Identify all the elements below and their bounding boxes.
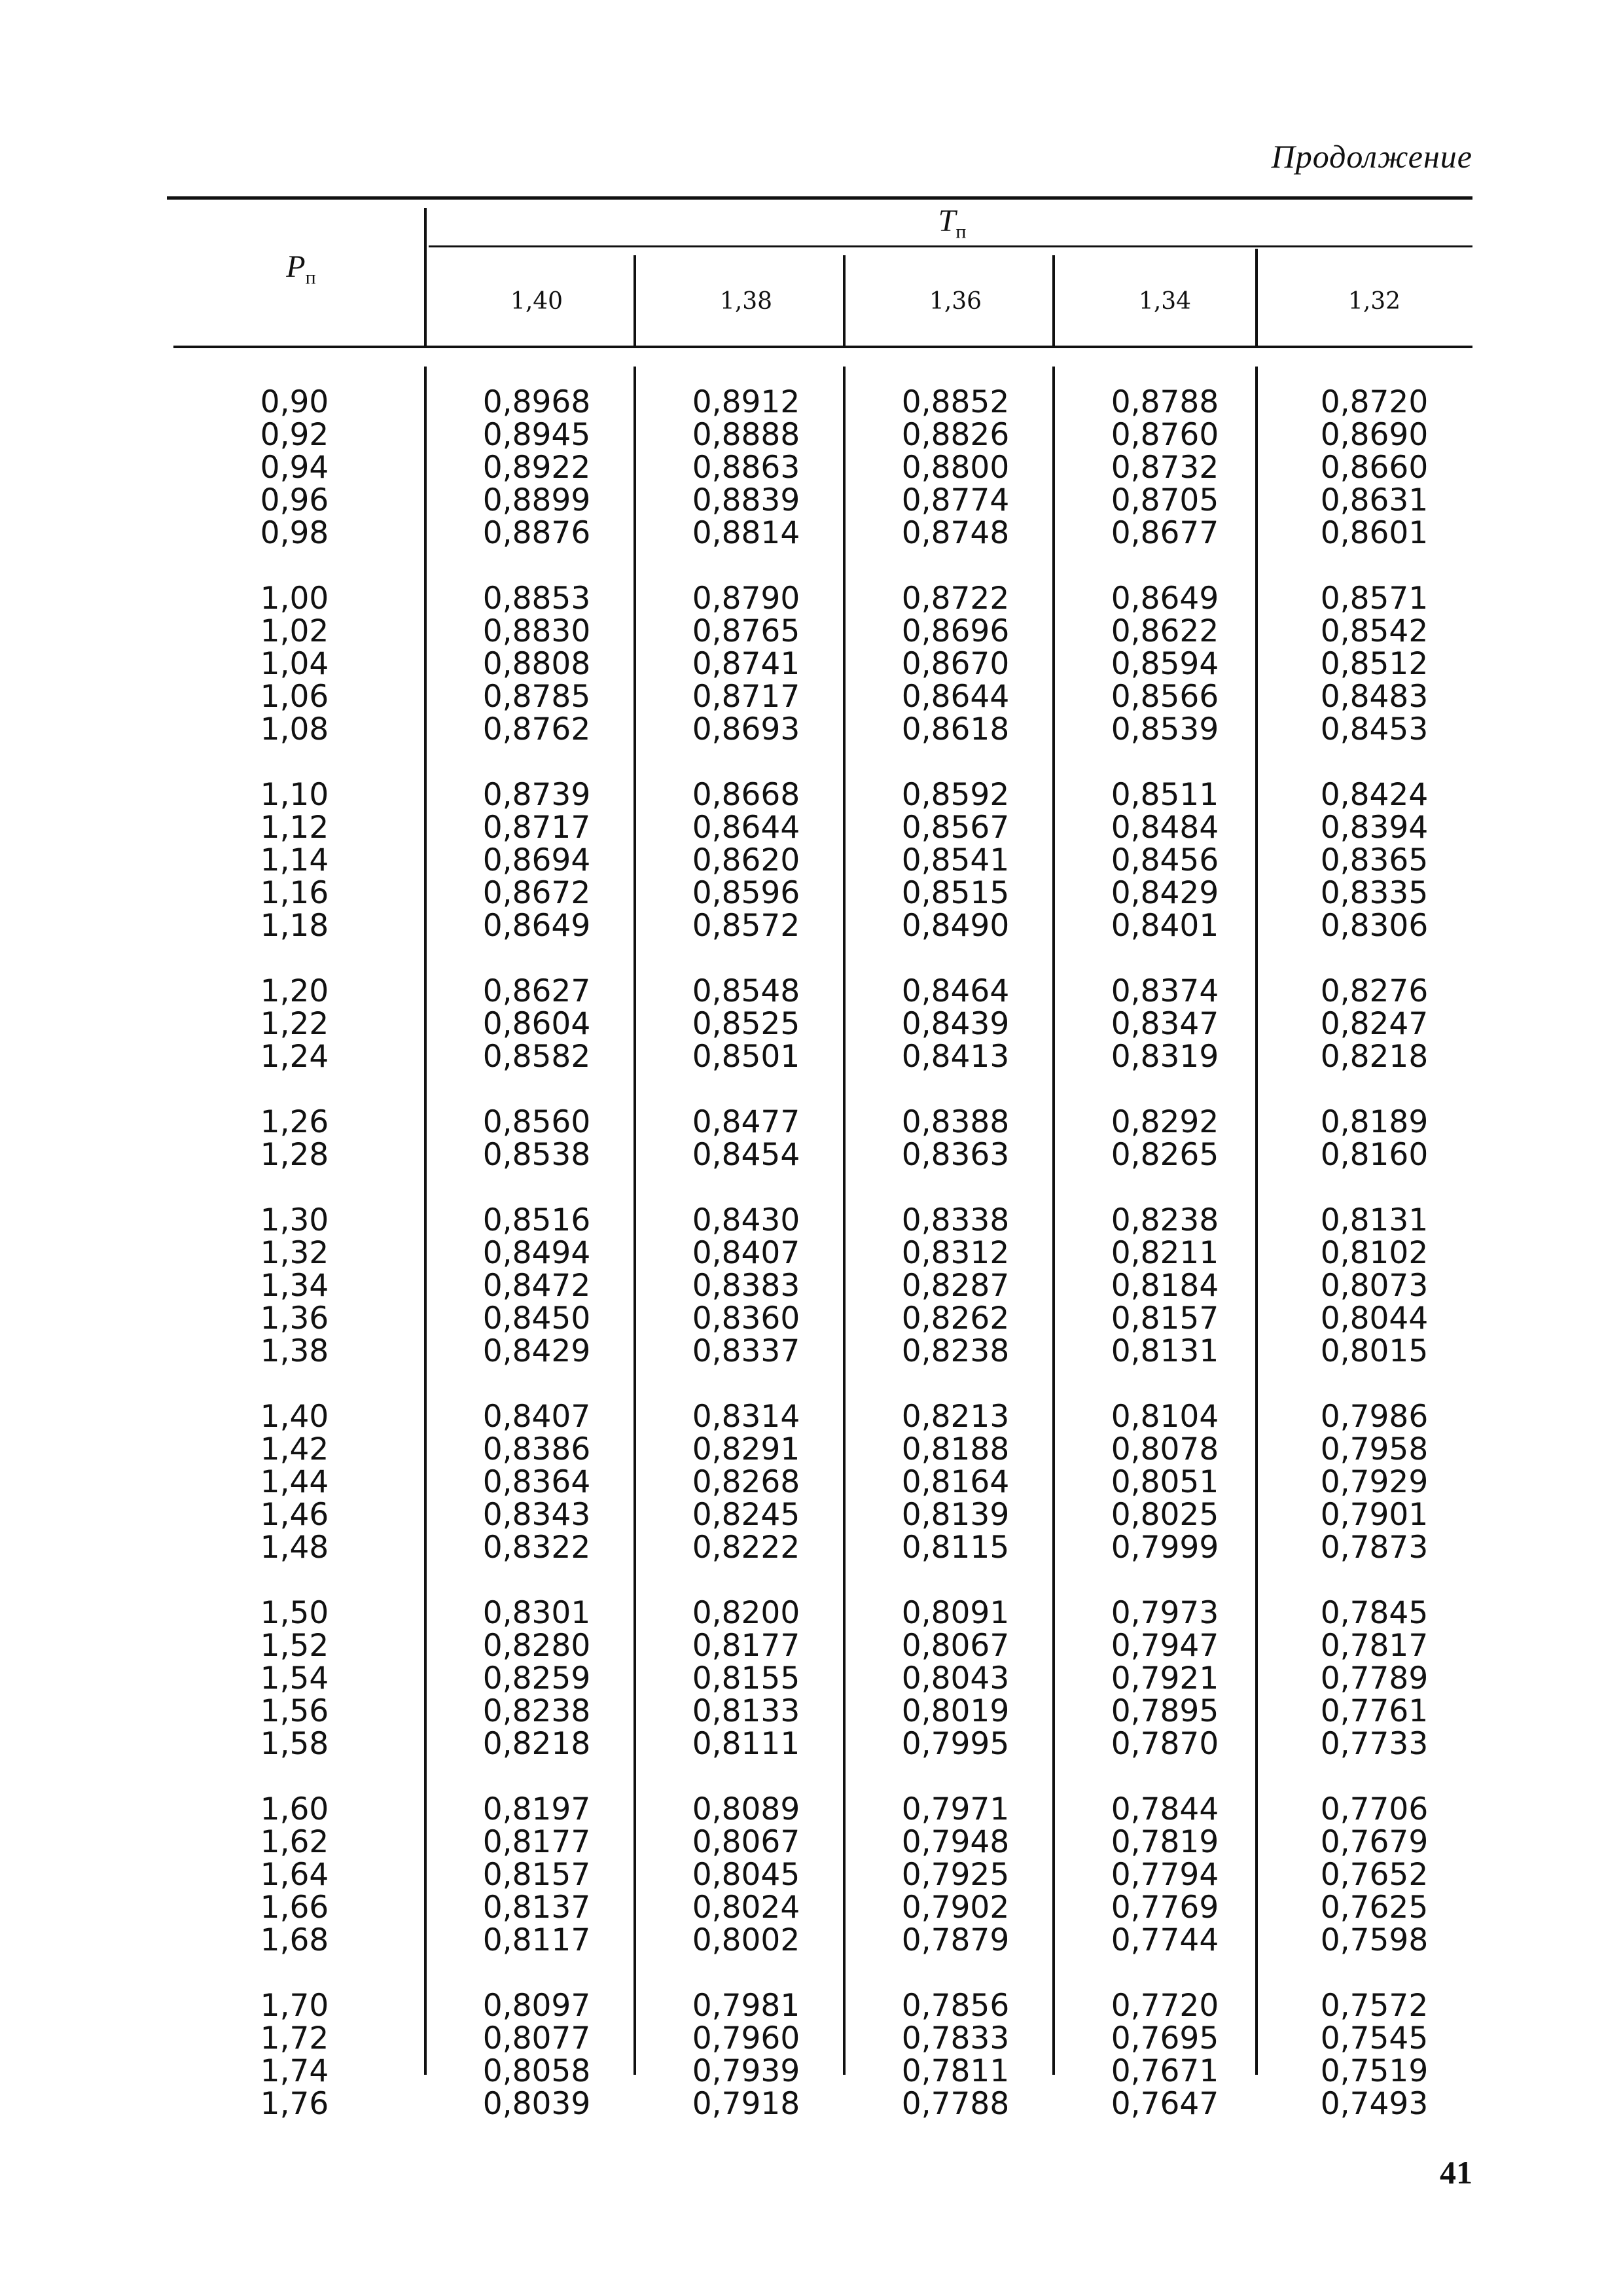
table-cell: 0,8717	[482, 810, 591, 846]
table-cell: 0,7973	[1111, 1595, 1219, 1631]
table-cell: 0,7918	[692, 2086, 800, 2122]
table-cell: 0,8672	[482, 875, 591, 911]
table-cell: 0,8019	[901, 1693, 1010, 1729]
table-cell: 0,8238	[901, 1333, 1010, 1369]
table-cell: 0,8839	[692, 482, 800, 518]
table-cell: 0,8690	[1320, 417, 1429, 453]
column-header: 1,32	[1347, 288, 1401, 315]
table-cell: 0,8133	[692, 1693, 800, 1729]
table-cell: 0,8548	[692, 973, 800, 1009]
column-divider-1-body	[633, 367, 636, 2075]
table-cell: 0,7625	[1320, 1890, 1429, 1926]
table-cell: 0,8814	[692, 515, 800, 551]
column-header: 1,38	[719, 288, 773, 315]
table-cell: 0,8670	[901, 646, 1010, 682]
table-cell: 0,8292	[1111, 1104, 1219, 1140]
table-cell: 0,7981	[692, 1988, 800, 2024]
row-label-pn: 1,26	[260, 1104, 329, 1140]
row-label-pn: 0,98	[260, 515, 329, 551]
table-cell: 0,8596	[692, 875, 800, 911]
table-cell: 0,8383	[692, 1268, 800, 1304]
table-cell: 0,8456	[1111, 842, 1219, 878]
table-cell: 0,8430	[692, 1202, 800, 1238]
table-cell: 0,8268	[692, 1464, 800, 1500]
table-cell: 0,7647	[1111, 2086, 1219, 2122]
table-cell: 0,8312	[901, 1235, 1010, 1271]
table-cell: 0,8401	[1111, 908, 1219, 944]
table-cell: 0,7706	[1320, 1791, 1429, 1827]
table-cell: 0,7744	[1111, 1922, 1219, 1958]
table-cell: 0,8694	[482, 842, 591, 878]
table-cell: 0,8160	[1320, 1137, 1429, 1173]
table-cell: 0,8280	[482, 1628, 591, 1664]
table-cell: 0,8115	[901, 1530, 1010, 1566]
table-cell: 0,8741	[692, 646, 800, 682]
row-label-pn: 1,44	[260, 1464, 329, 1500]
table-cell: 0,8627	[482, 973, 591, 1009]
row-label-pn: 1,24	[260, 1039, 329, 1075]
row-label-pn: 1,02	[260, 613, 329, 649]
table-cell: 0,8364	[482, 1464, 591, 1500]
table-cell: 0,7960	[692, 2020, 800, 2056]
table-cell: 0,8111	[692, 1726, 800, 1762]
table-cell: 0,8218	[482, 1726, 591, 1762]
table-cell: 0,8571	[1320, 581, 1429, 617]
table-cell: 0,8044	[1320, 1300, 1429, 1336]
table-cell: 0,8668	[692, 777, 800, 813]
table-cell: 0,7671	[1111, 2053, 1219, 2089]
row-label-pn: 0,96	[260, 482, 329, 518]
table-cell: 0,8808	[482, 646, 591, 682]
table-cell: 0,8131	[1320, 1202, 1429, 1238]
table-cell: 0,8774	[901, 482, 1010, 518]
table-cell: 0,7733	[1320, 1726, 1429, 1762]
table-cell: 0,8439	[901, 1006, 1010, 1042]
table-cell: 0,8276	[1320, 973, 1429, 1009]
table-cell: 0,7873	[1320, 1530, 1429, 1566]
table-cell: 0,8484	[1111, 810, 1219, 846]
row-label-pn: 1,56	[260, 1693, 329, 1729]
table-cell: 0,8177	[482, 1824, 591, 1860]
table-cell: 0,8078	[1111, 1431, 1219, 1467]
table-cell: 0,8025	[1111, 1497, 1219, 1533]
table-cell: 0,8394	[1320, 810, 1429, 846]
table-cell: 0,8189	[1320, 1104, 1429, 1140]
row-label-pn: 1,00	[260, 581, 329, 617]
table-cell: 0,7958	[1320, 1431, 1429, 1467]
column-header: 1,34	[1138, 288, 1192, 315]
table-cell: 0,7947	[1111, 1628, 1219, 1664]
row-label-pn: 1,16	[260, 875, 329, 911]
table-cell: 0,8525	[692, 1006, 800, 1042]
table-cell: 0,7845	[1320, 1595, 1429, 1631]
table-cell: 0,7999	[1111, 1530, 1219, 1566]
table-cell: 0,7720	[1111, 1988, 1219, 2024]
column-divider-3-body	[1052, 367, 1055, 2075]
row-label-pn: 1,66	[260, 1890, 329, 1926]
table-cell: 0,8490	[901, 908, 1010, 944]
table-cell: 0,8131	[1111, 1333, 1219, 1369]
row-label-pn: 1,38	[260, 1333, 329, 1369]
table-cell: 0,8407	[692, 1235, 800, 1271]
table-cell: 0,7811	[901, 2053, 1010, 2089]
page-number: 41	[1440, 2154, 1472, 2191]
table-cell: 0,8363	[901, 1137, 1010, 1173]
table-cell: 0,8102	[1320, 1235, 1429, 1271]
table-cell: 0,8347	[1111, 1006, 1219, 1042]
table-cell: 0,7519	[1320, 2053, 1429, 2089]
table-cell: 0,7929	[1320, 1464, 1429, 1500]
table-cell: 0,8660	[1320, 450, 1429, 486]
row-label-pn: 1,74	[260, 2053, 329, 2089]
table-cell: 0,7652	[1320, 1857, 1429, 1893]
table-cell: 0,8407	[482, 1399, 591, 1435]
column-divider-2	[843, 255, 846, 347]
column-divider-4-body	[1255, 367, 1258, 2075]
table-cell: 0,8539	[1111, 711, 1219, 747]
table-cell: 0,8137	[482, 1890, 591, 1926]
row-label-pn: 1,32	[260, 1235, 329, 1271]
table-cell: 0,8538	[482, 1137, 591, 1173]
table-cell: 0,8222	[692, 1530, 800, 1566]
table-cell: 0,8218	[1320, 1039, 1429, 1075]
table-cell: 0,8582	[482, 1039, 591, 1075]
table-cell: 0,8157	[482, 1857, 591, 1893]
table-cell: 0,8604	[482, 1006, 591, 1042]
row-label-pn: 1,40	[260, 1399, 329, 1435]
table-cell: 0,8790	[692, 581, 800, 617]
table-cell: 0,8188	[901, 1431, 1010, 1467]
table-cell: 0,8238	[482, 1693, 591, 1729]
row-label-pn: 1,12	[260, 810, 329, 846]
row-label-pn: 1,18	[260, 908, 329, 944]
table-cell: 0,8566	[1111, 679, 1219, 715]
table-cell: 0,7788	[901, 2086, 1010, 2122]
row-label-pn: 1,62	[260, 1824, 329, 1860]
table-cell: 0,7948	[901, 1824, 1010, 1860]
table-cell: 0,8073	[1320, 1268, 1429, 1304]
table-cell: 0,7879	[901, 1922, 1010, 1958]
row-label-pn: 1,50	[260, 1595, 329, 1631]
table-cell: 0,8089	[692, 1791, 800, 1827]
table-cell: 0,8319	[1111, 1039, 1219, 1075]
table-cell: 0,7844	[1111, 1791, 1219, 1827]
table-cell: 0,8343	[482, 1497, 591, 1533]
table-cell: 0,8720	[1320, 384, 1429, 420]
table-cell: 0,8762	[482, 711, 591, 747]
table-cell: 0,8155	[692, 1660, 800, 1696]
table-cell: 0,8077	[482, 2020, 591, 2056]
table-cell: 0,8024	[692, 1890, 800, 1926]
row-label-pn: 0,90	[260, 384, 329, 420]
column-divider-2-body	[843, 367, 846, 2075]
table-cell: 0,8899	[482, 482, 591, 518]
table-cell: 0,8515	[901, 875, 1010, 911]
table-cell: 0,8314	[692, 1399, 800, 1435]
table-cell: 0,7695	[1111, 2020, 1219, 2056]
row-label-pn: 1,68	[260, 1922, 329, 1958]
table-cell: 0,8386	[482, 1431, 591, 1467]
table-cell: 0,8785	[482, 679, 591, 715]
table-cell: 0,7895	[1111, 1693, 1219, 1729]
table-cell: 0,8601	[1320, 515, 1429, 551]
row-header-pn: $P_п$	[286, 249, 316, 289]
table-cell: 0,7971	[901, 1791, 1010, 1827]
table-cell: 0,8644	[692, 810, 800, 846]
row-label-pn: 0,94	[260, 450, 329, 486]
row-label-pn: 1,54	[260, 1660, 329, 1696]
row-label-pn: 1,58	[260, 1726, 329, 1762]
table-cell: 0,7901	[1320, 1497, 1429, 1533]
table-cell: 0,7493	[1320, 2086, 1429, 2122]
table-cell: 0,7817	[1320, 1628, 1429, 1664]
table-cell: 0,7986	[1320, 1399, 1429, 1435]
table-cell: 0,8888	[692, 417, 800, 453]
table-cell: 0,8541	[901, 842, 1010, 878]
table-cell: 0,8618	[901, 711, 1010, 747]
table-cell: 0,8912	[692, 384, 800, 420]
running-head: Продолжение	[1271, 138, 1472, 175]
table-cell: 0,7794	[1111, 1857, 1219, 1893]
row-label-pn: 1,28	[260, 1137, 329, 1173]
table-cell: 0,8472	[482, 1268, 591, 1304]
table-cell: 0,8213	[901, 1399, 1010, 1435]
table-cell: 0,8788	[1111, 384, 1219, 420]
table-cell: 0,8760	[1111, 417, 1219, 453]
table-cell: 0,7902	[901, 1890, 1010, 1926]
table-cell: 0,8374	[1111, 973, 1219, 1009]
table-cell: 0,8631	[1320, 482, 1429, 518]
table-cell: 0,8572	[692, 908, 800, 944]
table-cell: 0,8722	[901, 581, 1010, 617]
column-divider-1	[633, 255, 636, 347]
table-cell: 0,8748	[901, 515, 1010, 551]
table-cell: 0,8413	[901, 1039, 1010, 1075]
column-header: 1,36	[929, 288, 982, 315]
table-cell: 0,8259	[482, 1660, 591, 1696]
row-label-pn: 1,04	[260, 646, 329, 682]
table-cell: 0,8644	[901, 679, 1010, 715]
table-cell: 0,8197	[482, 1791, 591, 1827]
table-cell: 0,8826	[901, 417, 1010, 453]
header-bottom-rule	[173, 346, 1472, 348]
table-cell: 0,8853	[482, 581, 591, 617]
table-top-rule	[167, 196, 1472, 200]
table-cell: 0,7833	[901, 2020, 1010, 2056]
table-cell: 0,8306	[1320, 908, 1429, 944]
row-label-pn: 1,46	[260, 1497, 329, 1533]
row-label-pn: 1,14	[260, 842, 329, 878]
table-cell: 0,8301	[482, 1595, 591, 1631]
table-cell: 0,8238	[1111, 1202, 1219, 1238]
row-label-pn: 1,30	[260, 1202, 329, 1238]
table-cell: 0,8338	[901, 1202, 1010, 1238]
table-cell: 0,8015	[1320, 1333, 1429, 1369]
table-cell: 0,7925	[901, 1857, 1010, 1893]
column-group-header-tn: $T_п$	[938, 204, 967, 243]
row-label-pn: 1,08	[260, 711, 329, 747]
table-cell: 0,8717	[692, 679, 800, 715]
table-cell: 0,8322	[482, 1530, 591, 1566]
table-cell: 0,7856	[901, 1988, 1010, 2024]
row-label-pn: 1,52	[260, 1628, 329, 1664]
table-cell: 0,8139	[901, 1497, 1010, 1533]
table-cell: 0,8265	[1111, 1137, 1219, 1173]
table-cell: 0,8830	[482, 613, 591, 649]
table-cell: 0,8184	[1111, 1268, 1219, 1304]
table-cell: 0,7921	[1111, 1660, 1219, 1696]
table-cell: 0,8693	[692, 711, 800, 747]
table-cell: 0,8360	[692, 1300, 800, 1336]
table-cell: 0,8247	[1320, 1006, 1429, 1042]
table-cell: 0,8067	[901, 1628, 1010, 1664]
table-cell: 0,7761	[1320, 1693, 1429, 1729]
row-label-pn: 1,10	[260, 777, 329, 813]
column-divider-4	[1255, 249, 1258, 347]
table-cell: 0,8501	[692, 1039, 800, 1075]
table-cell: 0,8157	[1111, 1300, 1219, 1336]
table-cell: 0,8800	[901, 450, 1010, 486]
row-label-pn: 1,72	[260, 2020, 329, 2056]
row-label-pn: 1,64	[260, 1857, 329, 1893]
table-cell: 0,8567	[901, 810, 1010, 846]
table-cell: 0,8245	[692, 1497, 800, 1533]
table-cell: 0,8968	[482, 384, 591, 420]
row-label-pn: 1,22	[260, 1006, 329, 1042]
table-cell: 0,8211	[1111, 1235, 1219, 1271]
table-cell: 0,8863	[692, 450, 800, 486]
table-cell: 0,8097	[482, 1988, 591, 2024]
table-cell: 0,8200	[692, 1595, 800, 1631]
table-cell: 0,8483	[1320, 679, 1429, 715]
table-cell: 0,8922	[482, 450, 591, 486]
table-cell: 0,8058	[482, 2053, 591, 2089]
table-cell: 0,7995	[901, 1726, 1010, 1762]
table-cell: 0,7870	[1111, 1726, 1219, 1762]
table-cell: 0,8104	[1111, 1399, 1219, 1435]
table-cell: 0,8464	[901, 973, 1010, 1009]
table-cell: 0,7939	[692, 2053, 800, 2089]
column-header: 1,40	[510, 288, 563, 315]
table-cell: 0,8262	[901, 1300, 1010, 1336]
table-cell: 0,8287	[901, 1268, 1010, 1304]
table-cell: 0,8291	[692, 1431, 800, 1467]
table-cell: 0,8511	[1111, 777, 1219, 813]
table-cell: 0,8045	[692, 1857, 800, 1893]
table-cell: 0,8696	[901, 613, 1010, 649]
table-cell: 0,8852	[901, 384, 1010, 420]
table-cell: 0,8512	[1320, 646, 1429, 682]
table-cell: 0,8732	[1111, 450, 1219, 486]
row-label-pn: 0,92	[260, 417, 329, 453]
table-cell: 0,8388	[901, 1104, 1010, 1140]
table-cell: 0,8002	[692, 1922, 800, 1958]
row-label-pn: 1,34	[260, 1268, 329, 1304]
table-cell: 0,8649	[482, 908, 591, 944]
table-cell: 0,8164	[901, 1464, 1010, 1500]
table-cell: 0,8335	[1320, 875, 1429, 911]
table-cell: 0,7769	[1111, 1890, 1219, 1926]
table-cell: 0,8620	[692, 842, 800, 878]
row-label-pn: 1,70	[260, 1988, 329, 2024]
table-cell: 0,8739	[482, 777, 591, 813]
table-cell: 0,8337	[692, 1333, 800, 1369]
table-cell: 0,8477	[692, 1104, 800, 1140]
table-cell: 0,8560	[482, 1104, 591, 1140]
table-cell: 0,8454	[692, 1137, 800, 1173]
table-cell: 0,7819	[1111, 1824, 1219, 1860]
table-cell: 0,8091	[901, 1595, 1010, 1631]
table-cell: 0,8424	[1320, 777, 1429, 813]
table-cell: 0,8677	[1111, 515, 1219, 551]
table-cell: 0,8876	[482, 515, 591, 551]
table-cell: 0,8622	[1111, 613, 1219, 649]
table-cell: 0,8594	[1111, 646, 1219, 682]
table-cell: 0,8542	[1320, 613, 1429, 649]
table-cell: 0,7598	[1320, 1922, 1429, 1958]
table-cell: 0,8043	[901, 1660, 1010, 1696]
table-cell: 0,8453	[1320, 711, 1429, 747]
table-cell: 0,8429	[482, 1333, 591, 1369]
stub-divider-body	[424, 367, 427, 2075]
table-cell: 0,8516	[482, 1202, 591, 1238]
row-label-pn: 1,60	[260, 1791, 329, 1827]
table-cell: 0,8649	[1111, 581, 1219, 617]
table-cell: 0,7679	[1320, 1824, 1429, 1860]
table-cell: 0,7545	[1320, 2020, 1429, 2056]
table-cell: 0,7572	[1320, 1988, 1429, 2024]
column-group-rule	[429, 245, 1472, 247]
table-cell: 0,8051	[1111, 1464, 1219, 1500]
table-cell: 0,8945	[482, 417, 591, 453]
row-label-pn: 1,76	[260, 2086, 329, 2122]
table-cell: 0,8765	[692, 613, 800, 649]
table-cell: 0,8039	[482, 2086, 591, 2122]
table-cell: 0,8592	[901, 777, 1010, 813]
row-label-pn: 1,42	[260, 1431, 329, 1467]
row-label-pn: 1,06	[260, 679, 329, 715]
table-cell: 0,8705	[1111, 482, 1219, 518]
table-cell: 0,8117	[482, 1922, 591, 1958]
row-label-pn: 1,48	[260, 1530, 329, 1566]
table-cell: 0,8365	[1320, 842, 1429, 878]
table-cell: 0,8067	[692, 1824, 800, 1860]
table-cell: 0,8177	[692, 1628, 800, 1664]
table-cell: 0,7789	[1320, 1660, 1429, 1696]
row-label-pn: 1,36	[260, 1300, 329, 1336]
table-cell: 0,8429	[1111, 875, 1219, 911]
table-cell: 0,8494	[482, 1235, 591, 1271]
row-label-pn: 1,20	[260, 973, 329, 1009]
column-divider-3	[1052, 255, 1055, 347]
table-cell: 0,8450	[482, 1300, 591, 1336]
